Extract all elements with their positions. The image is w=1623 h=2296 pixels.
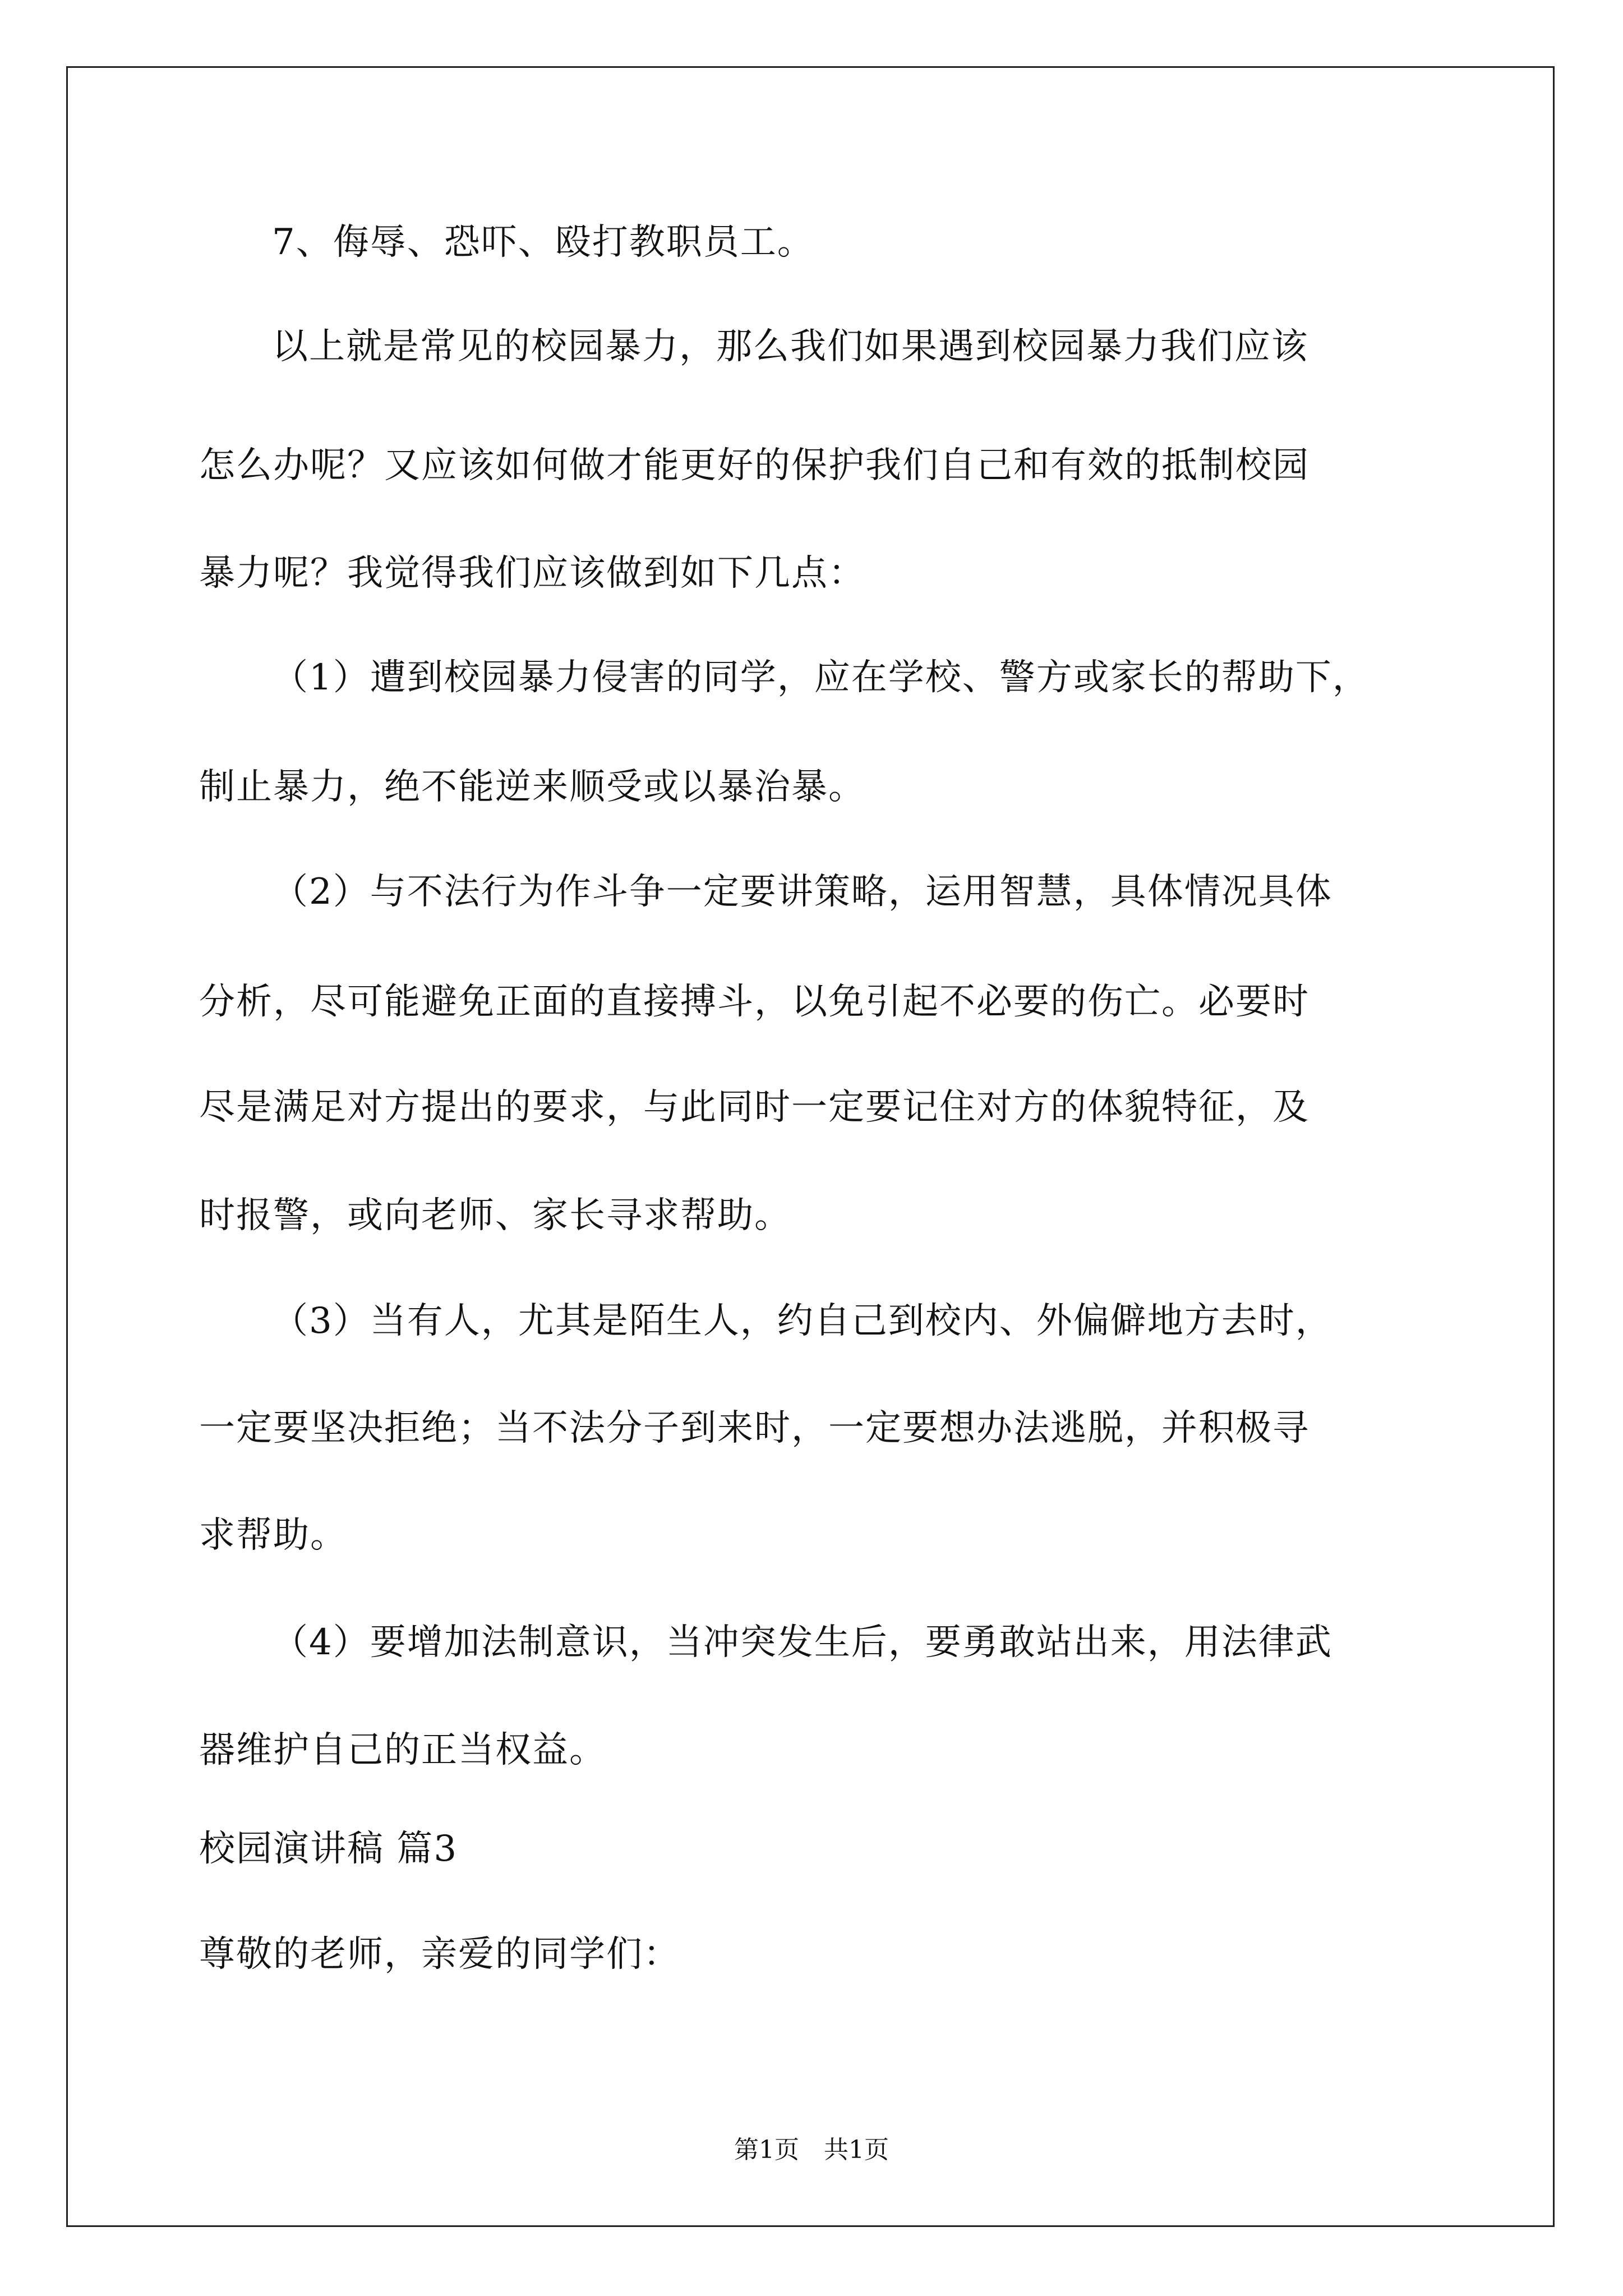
- point-2-line: 尽是满足对方提出的要求，与此同时一定要记住对方的体貌特征，及: [199, 1087, 1310, 1128]
- paragraph-line: 以上就是常见的校园暴力，那么我们如果遇到校园暴力我们应该: [272, 326, 1308, 367]
- point-1-line: 制止暴力，绝不能逆来顺受或以暴治暴。: [199, 766, 865, 808]
- point-2-line: （2）与不法行为作斗争一定要讲策略，运用智慧，具体情况具体: [272, 871, 1332, 913]
- section-heading: 校园演讲稿 篇3: [199, 1828, 458, 1870]
- point-3-line: 求帮助。: [199, 1515, 347, 1556]
- page-footer: 第1页 共1页: [734, 2136, 889, 2164]
- point-4-line: 器维护自己的正当权益。: [199, 1729, 606, 1771]
- point-3-line: 一定要坚决拒绝；当不法分子到来时，一定要想办法逃脱，并积极寻: [199, 1407, 1310, 1449]
- point-1-line: （1）遭到校园暴力侵害的同学，应在学校、警方或家长的帮助下，: [272, 657, 1370, 698]
- page-border: [66, 66, 1555, 2227]
- point-4-line: （4）要增加法制意识，当冲突发生后，要勇敢站出来，用法律武: [272, 1622, 1332, 1663]
- point-3-line: （3）当有人，尤其是陌生人，约自己到校内、外偏僻地方去时，: [272, 1300, 1332, 1342]
- paragraph-line: 怎么办呢？又应该如何做才能更好的保护我们自己和有效的抵制校园: [199, 445, 1310, 486]
- point-2-line: 时报警，或向老师、家长寻求帮助。: [199, 1195, 791, 1236]
- salutation: 尊敬的老师，亲爱的同学们：: [199, 1934, 680, 1975]
- point-2-line: 分析，尽可能避免正面的直接搏斗，以免引起不必要的伤亡。必要时: [199, 981, 1310, 1023]
- list-item-7: 7、侮辱、恐吓、殴打教职员工。: [272, 222, 814, 263]
- paragraph-line: 暴力呢？我觉得我们应该做到如下几点：: [199, 553, 865, 594]
